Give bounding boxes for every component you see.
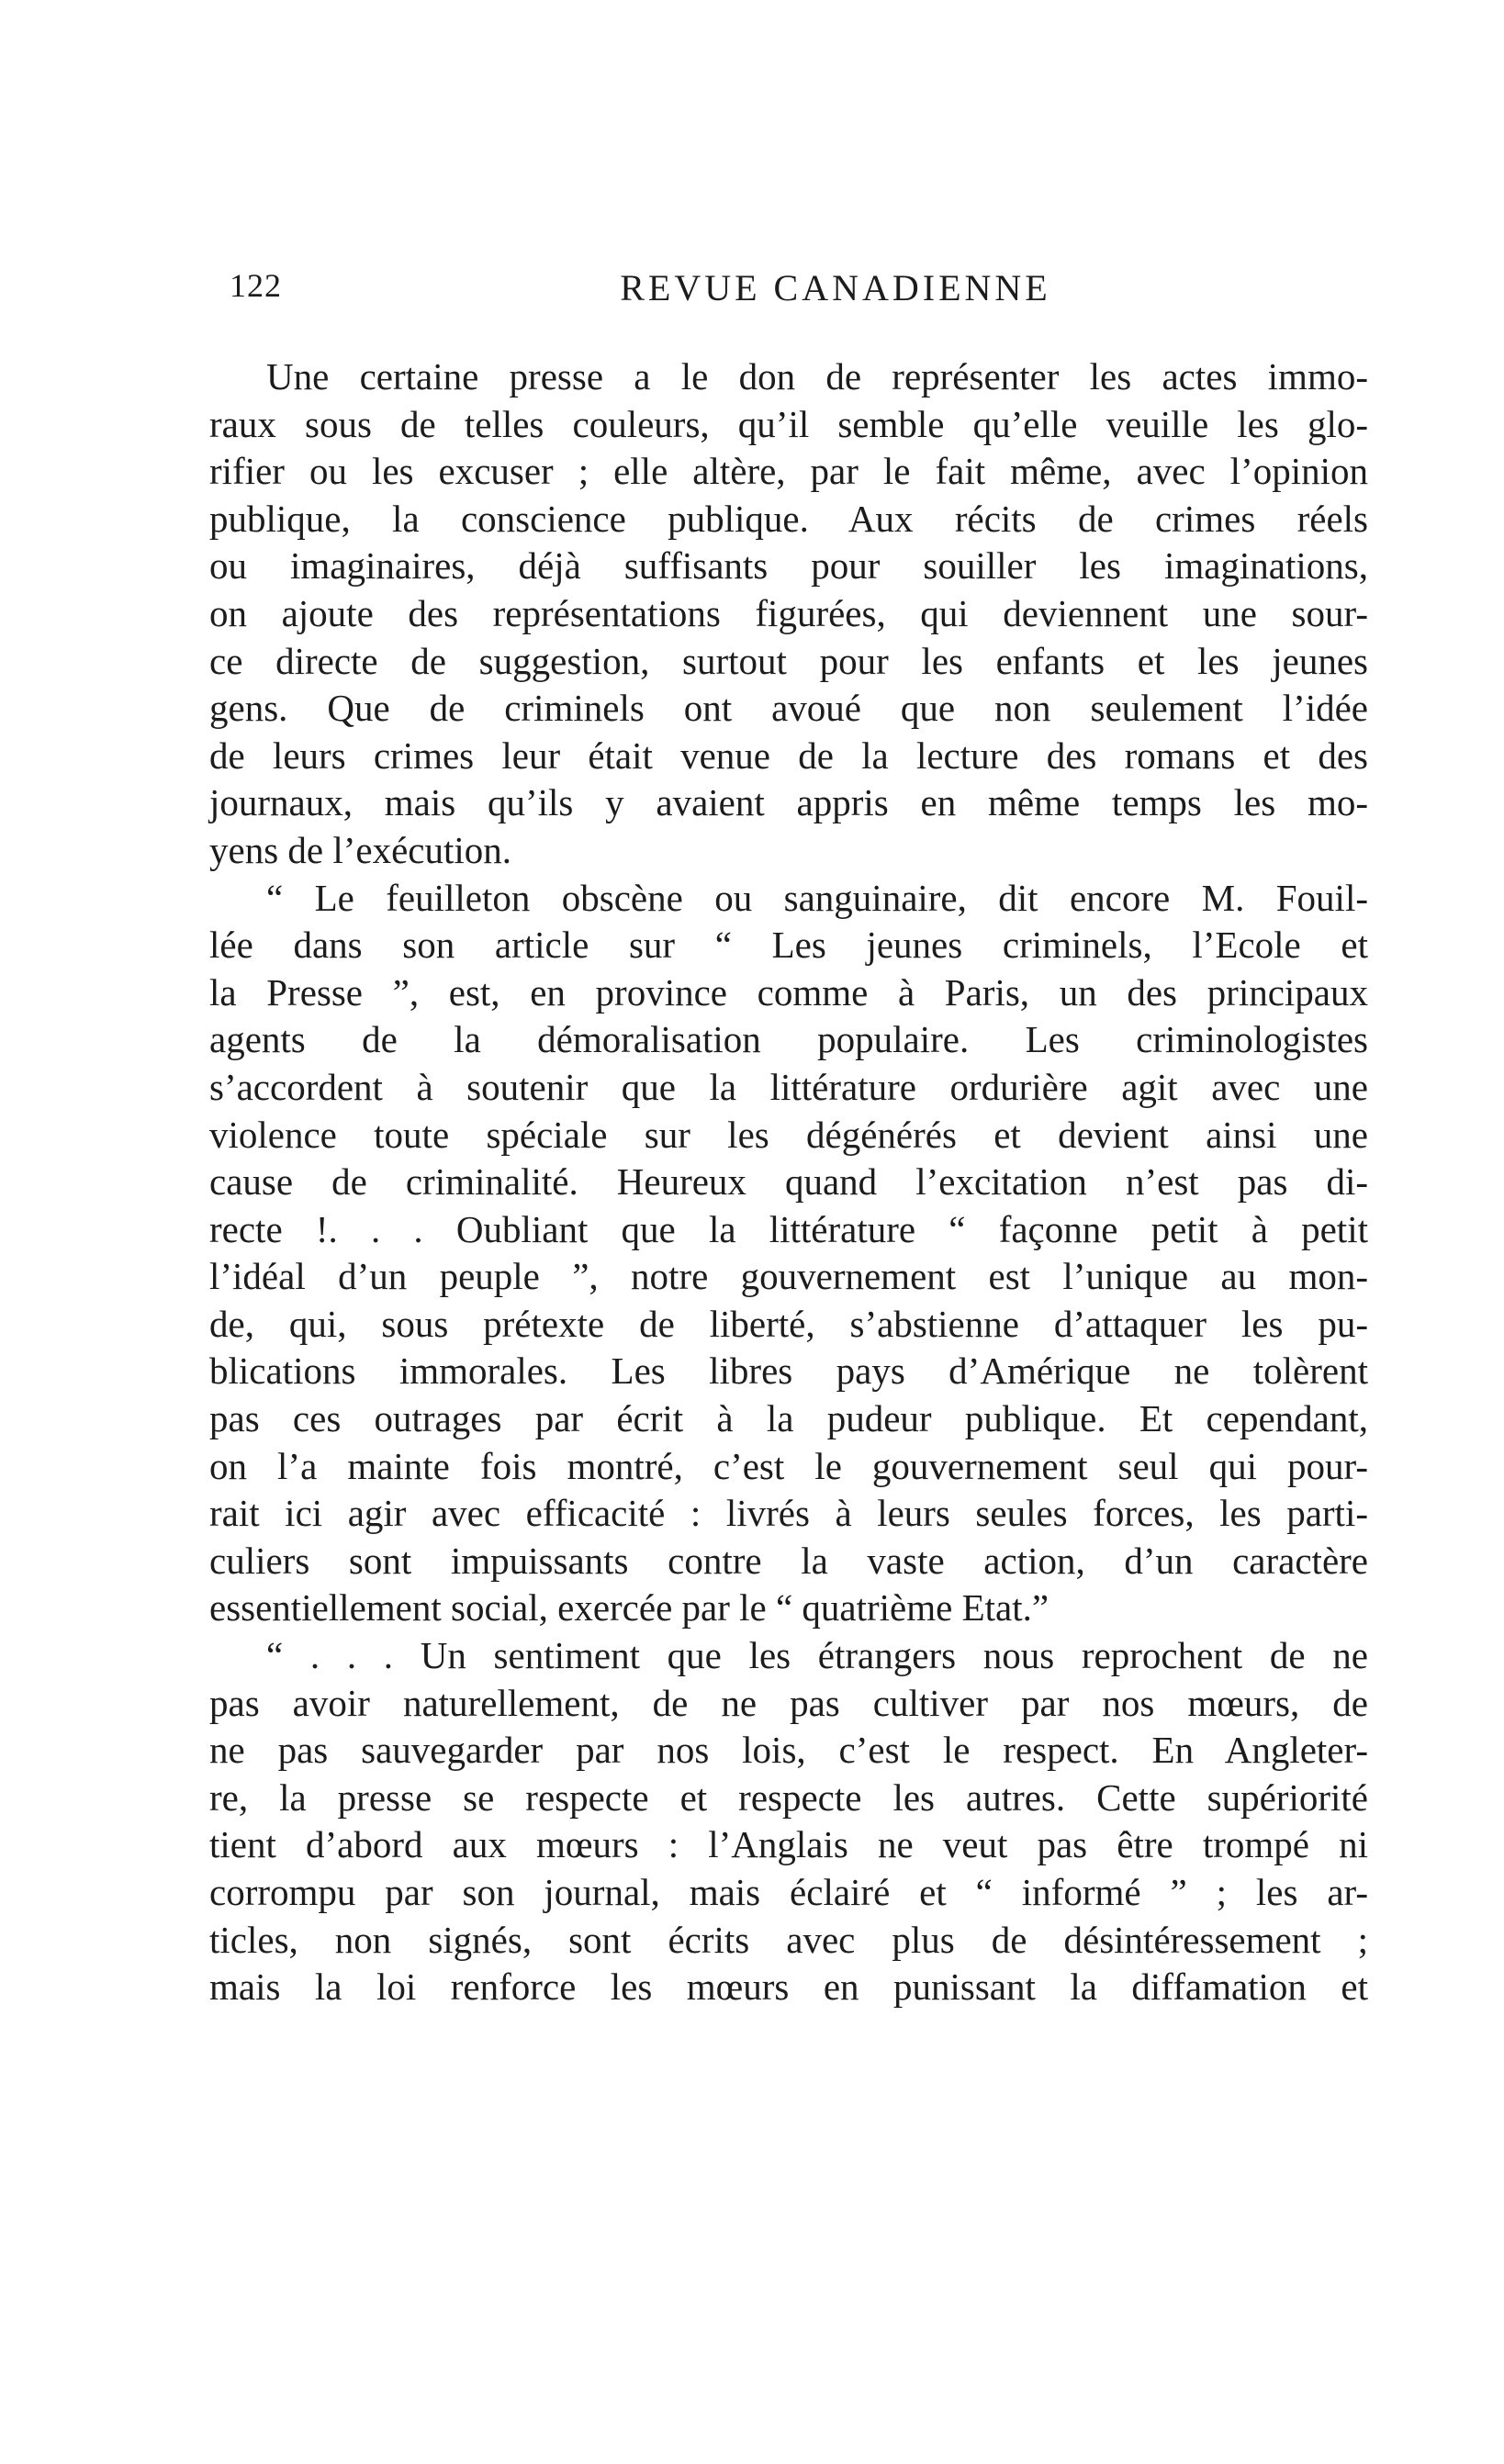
text-line: essentiellement social, exercée par le “ quatrième Etat.” [209, 1586, 1049, 1630]
text-line: rifier ou les excuser ; elle altère, par le fait même, avec l’opinion [209, 450, 1368, 493]
text-line: la Presse ”, est, en province comme à Paris, un des principaux [209, 970, 1368, 1014]
running-head [230, 266, 1368, 321]
text-line: pas avoir naturellement, de ne pas cultiver par nos mœurs, de [209, 1681, 1368, 1724]
text-line: l’idéal d’un peuple ”, notre gouvernement est l’unique au mon- [209, 1255, 1368, 1298]
text-line: raux sous de telles couleurs, qu’il semble qu’elle veuille les glo- [209, 402, 1368, 445]
body-text [209, 353, 1368, 2011]
page-number: 122 [230, 267, 282, 304]
journal-title: REVUE CANADIENNE [620, 267, 1051, 308]
text-line: de leurs crimes leur était venue de la lecture des romans et des [209, 734, 1368, 777]
text-line: “ . . . Un sentiment que les étrangers nous reprochent de ne [266, 1634, 1368, 1677]
text-line: pas ces outrages par écrit à la pudeur publique. Et cependant, [209, 1397, 1368, 1440]
text-line: “ Le feuilleton obscène ou sanguinaire, dit encore M. Fouil- [266, 876, 1368, 919]
paragraph-press-morality [209, 353, 1368, 875]
text-line: violence toute spéciale sur les dégénérés et devient ainsi une [209, 1113, 1368, 1156]
text-line: culiers sont impuissants contre la vaste action, d’un caractère [209, 1539, 1368, 1582]
text-line: journaux, mais qu’ils y avaient appris en même temps les mo- [209, 781, 1368, 824]
text-line: gens. Que de criminels ont avoué que non seulement l’idée [209, 687, 1368, 730]
paragraph-respect [209, 1632, 1368, 2011]
text-line: rait ici agir avec efficacité : livrés à leurs seules forces, les parti- [209, 1492, 1368, 1535]
text-line: cause de criminalité. Heureux quand l’excitation n’est pas di- [209, 1160, 1368, 1204]
text-line: ce directe de suggestion, surtout pour les enfants et les jeunes [209, 639, 1368, 682]
text-line: ticles, non signés, sont écrits avec plus de désintéressement ; [209, 1918, 1368, 1961]
text-line: blications immorales. Les libres pays d’Amérique ne tolèrent [209, 1350, 1368, 1393]
text-line: publique, la conscience publique. Aux récits de crimes réels [209, 497, 1368, 540]
text-line: lée dans son article sur “ Les jeunes criminels, l’Ecole et [209, 924, 1368, 967]
text-line: recte !. . . Oubliant que la littérature “ façonne petit à petit [209, 1207, 1368, 1250]
text-line: yens de l’exécution. [209, 828, 512, 871]
text-line: on ajoute des représentations figurées, qui deviennent une sour- [209, 591, 1368, 634]
text-line: ou imaginaires, déjà suffisants pour souiller les imaginations, [209, 544, 1368, 588]
text-line: s’accordent à soutenir que la littérature ordurière agit avec une [209, 1065, 1368, 1108]
text-line: tient d’abord aux mœurs : l’Anglais ne veut pas être trompé ni [209, 1823, 1368, 1866]
paragraph-fouillee-quote [209, 875, 1368, 1633]
text-line: corrompu par son journal, mais éclairé et “ informé ” ; les ar- [209, 1871, 1368, 1913]
text-line: Une certaine presse a le don de représenter les actes immo- [266, 355, 1368, 398]
text-line: de, qui, sous prétexte de liberté, s’abstienne d’attaquer les pu- [209, 1302, 1368, 1345]
text-line: ne pas sauvegarder par nos lois, c’est le respect. En Angleter- [209, 1729, 1368, 1772]
text-line: mais la loi renforce les mœurs en punissant la diffamation et [209, 1966, 1368, 2009]
text-line: re, la presse se respecte et respecte les autres. Cette supériorité [209, 1775, 1368, 1819]
text-line: on l’a mainte fois montré, c’est le gouvernement seul qui pour- [209, 1444, 1368, 1487]
text-line: agents de la démoralisation populaire. Les criminologistes [209, 1018, 1368, 1061]
